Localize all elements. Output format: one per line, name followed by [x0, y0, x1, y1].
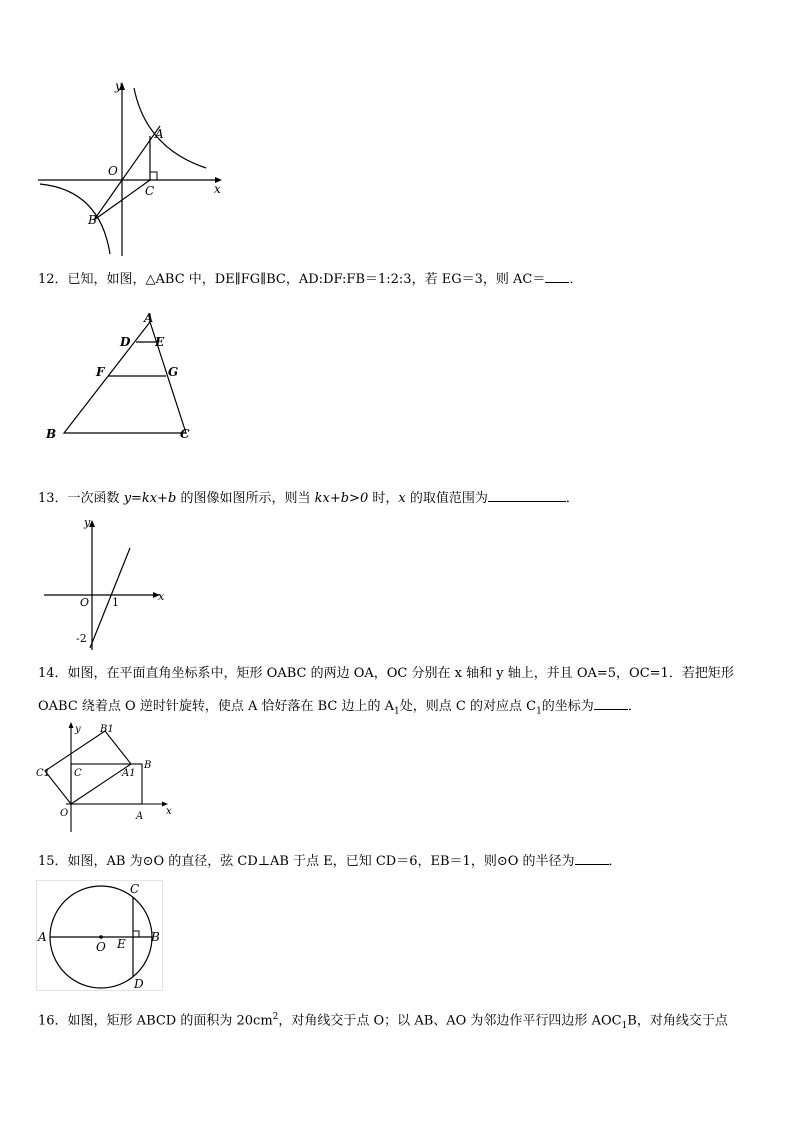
y-axis-arrow: [69, 722, 74, 728]
figure-q12-triangle: [40, 310, 200, 444]
figure-q15-circle: [36, 880, 164, 992]
label-o: O: [96, 940, 106, 954]
label-a: A: [38, 930, 47, 944]
label-c1: C1: [36, 768, 51, 779]
label-b: B: [88, 213, 97, 227]
question-13: [38, 487, 579, 509]
q14-answer-blank: [594, 695, 628, 710]
q12-end: ．: [569, 272, 583, 287]
q13-function: y=kx+b: [123, 491, 177, 506]
label-b: B: [151, 930, 160, 944]
q13-var: x: [398, 491, 406, 506]
hyperbola-branch-2: [40, 184, 110, 254]
label-a: A: [155, 127, 164, 141]
function-line: [90, 548, 130, 648]
label-x: x: [158, 590, 165, 603]
q15-number: 15．: [38, 854, 68, 869]
q16-sup: 2: [272, 1012, 279, 1022]
q16-text-a: 如图，矩形 ABCD 的面积为 20cm: [67, 1013, 273, 1029]
q15-end: ．: [608, 854, 622, 869]
q13-inequality: kx+b>0: [314, 491, 369, 506]
label-1: 1: [112, 596, 119, 609]
label-y: y: [75, 724, 81, 735]
label-o: O: [60, 808, 69, 819]
label-c: C: [130, 882, 140, 896]
label-f: F: [96, 365, 105, 379]
label-neg2: -2: [76, 632, 87, 645]
q13-p4: 的取值范围为: [405, 491, 488, 506]
figure-q14-rotated-rectangle: [34, 716, 180, 832]
label-a: A: [144, 311, 154, 325]
label-y: y: [84, 516, 91, 529]
question-16: [38, 1007, 728, 1036]
q14-number: 14．: [38, 666, 68, 681]
question-14: [38, 664, 734, 684]
label-y: y: [115, 79, 122, 93]
label-o: O: [80, 596, 90, 609]
q14-line2-a: OABC 绕着点 O 逆时针旋转，使点 A 恰好落在 BC 边上的 A: [38, 699, 395, 714]
label-b: B: [46, 427, 57, 441]
label-b1: B1: [100, 724, 114, 735]
q16-text-b: ，对角线交于点 O；以 AB、AO 为邻边作平行四边形 AOC: [278, 1013, 622, 1029]
question-15: [38, 850, 622, 872]
figure-q11-hyperbola: [36, 78, 232, 260]
label-d: D: [120, 335, 131, 349]
q16-sub: 1: [621, 1020, 628, 1031]
q16-number: 16．: [38, 1013, 68, 1029]
q14-sub2: 1: [536, 706, 542, 717]
q13-p3: 时，: [368, 491, 399, 506]
right-angle-mark: [150, 172, 157, 180]
hyperbola-branch-1: [134, 88, 206, 168]
right-angle-mark: [133, 931, 139, 937]
q13-p2: 的图像如图所示，则当: [176, 491, 315, 506]
label-x: x: [214, 182, 221, 196]
q13-answer-blank: [488, 487, 566, 502]
label-o: O: [108, 164, 118, 178]
figure-frame: [37, 881, 163, 991]
q14-line2-b: 处，则点 C 的对应点 C: [399, 699, 537, 714]
q12-number: 12．: [38, 272, 68, 287]
q15-text: 如图，AB 为⊙O 的直径，弦 CD⊥AB 于点 E，已知 CD＝6，EB＝1，则⊙O 的半径为: [67, 854, 575, 869]
label-b: B: [144, 760, 152, 771]
q14-end: ．: [627, 699, 641, 714]
label-e: E: [155, 335, 165, 349]
label-e: E: [117, 937, 126, 951]
q13-number: 13．: [38, 491, 68, 506]
label-c: C: [180, 427, 190, 441]
q12-answer-blank: [545, 268, 569, 283]
q14-sub1: 1: [394, 706, 400, 717]
q15-answer-blank: [575, 850, 609, 865]
label-a1: A1: [122, 768, 136, 779]
q14-line1: 如图，在平面直角坐标系中，矩形 OABC 的两边 OA，OC 分别在 x 轴和 y 轴上，并且 OA=5，OC=1．若把矩形: [67, 666, 734, 681]
question-12: [38, 268, 582, 290]
q16-text-c: B，对角线交于点: [627, 1013, 728, 1029]
q13-end: ．: [565, 491, 579, 506]
q14-line2-c: 的坐标为: [541, 699, 594, 714]
label-d: D: [134, 977, 144, 991]
label-g: G: [168, 365, 179, 379]
label-x: x: [166, 806, 172, 817]
figure-q13-linear-function: [40, 514, 172, 654]
label-c: C: [74, 768, 82, 779]
label-c: C: [145, 184, 155, 198]
center-point: [99, 935, 103, 939]
q13-p1: 一次函数: [67, 491, 124, 506]
label-a: A: [136, 811, 144, 822]
q12-text: 已知，如图，△ABC 中，DE∥FG∥BC，AD:DF:FB＝1:2:3，若 EG＝3，则 AC＝: [67, 272, 546, 287]
rectangle-oa1b1c1: [45, 731, 131, 804]
